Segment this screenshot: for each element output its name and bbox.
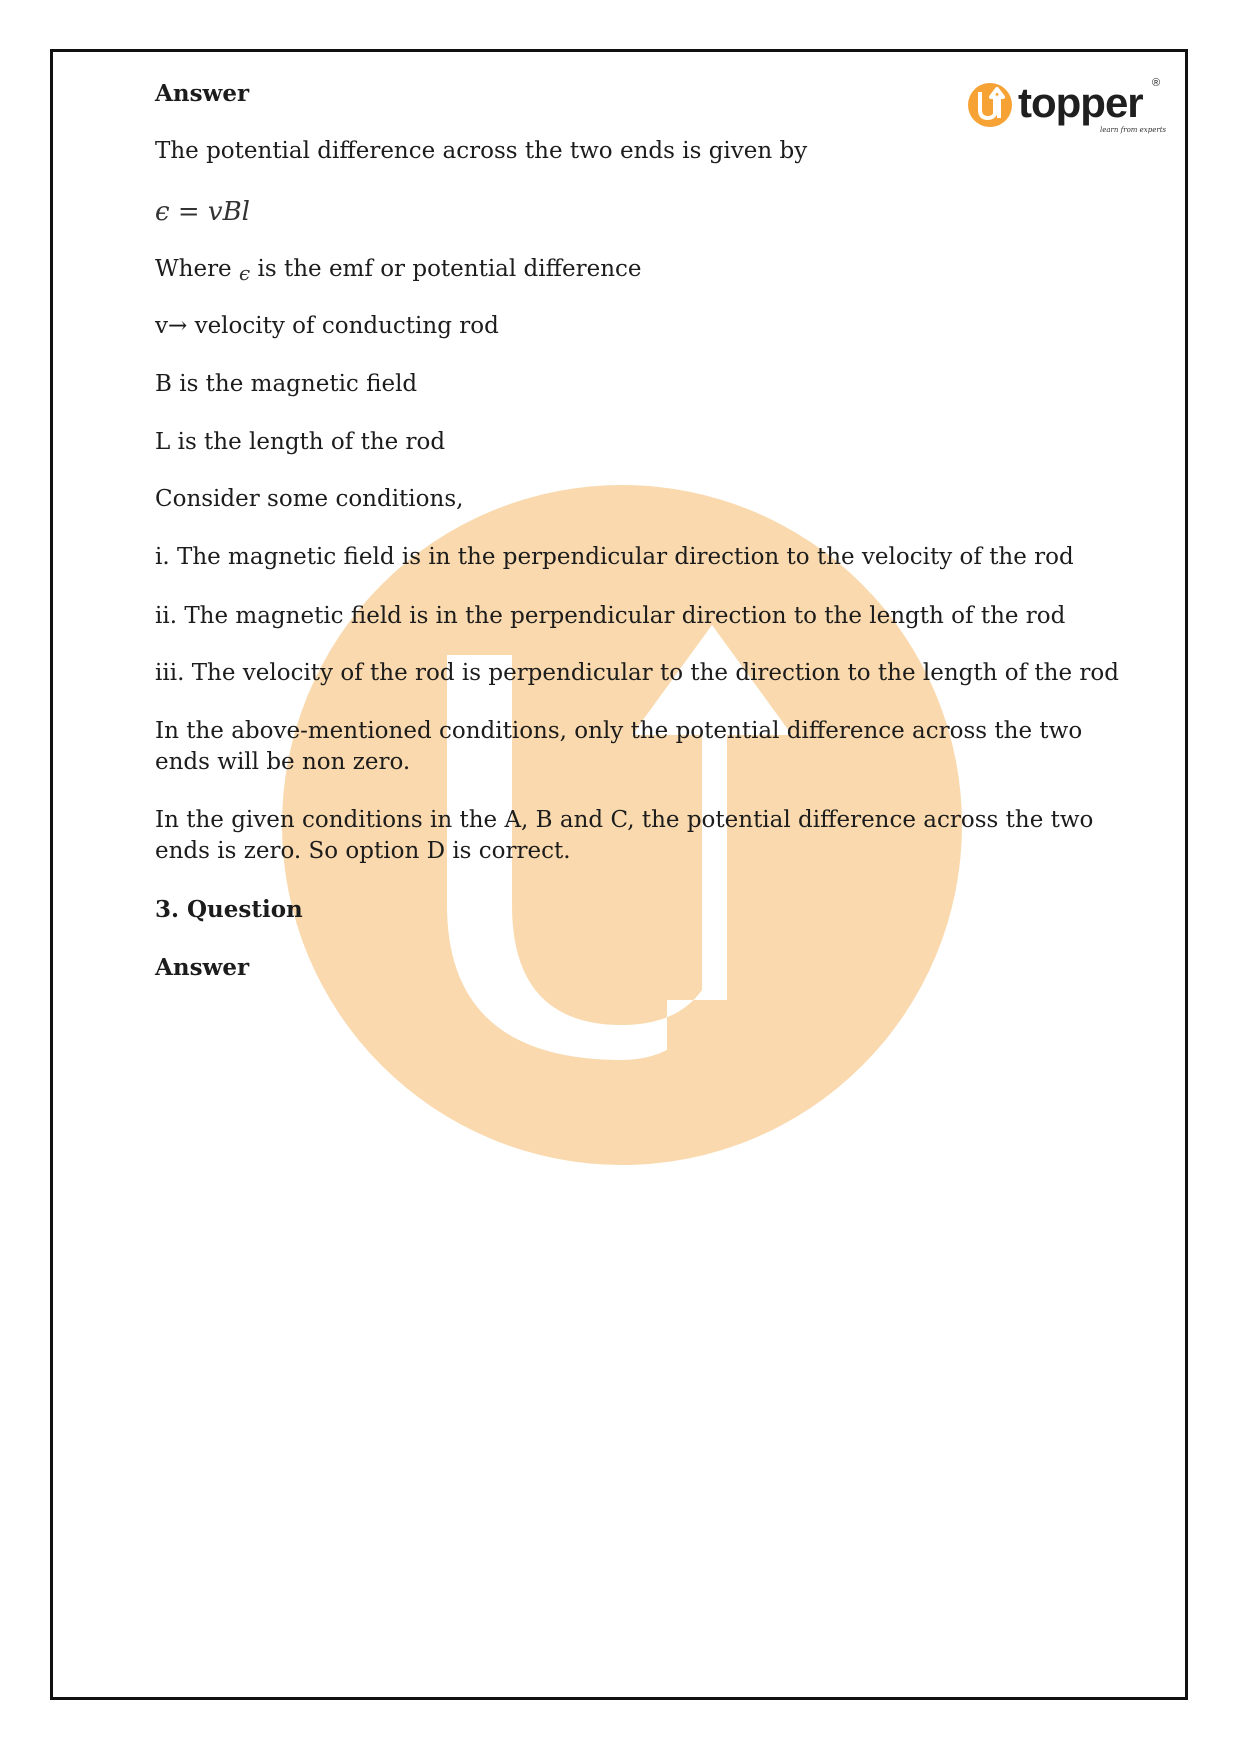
above-conditions-line-1: In the above-mentioned conditions, only the potential difference across the two (155, 718, 1083, 744)
logo-tagline: learn from experts (1100, 126, 1166, 134)
question-heading: 3. Question (155, 896, 303, 923)
emf-formula: ϵ = vBl (155, 197, 250, 227)
above-conditions-line-2: ends will be non zero. (155, 749, 411, 775)
logo-badge-icon (968, 83, 1012, 127)
given-conditions-line-2: ends is zero. So option D is correct. (155, 838, 571, 864)
length-definition: L is the length of the rod (155, 429, 446, 455)
where-suffix: is the emf or potential difference (257, 256, 642, 282)
answer-heading: Answer (155, 80, 250, 107)
logo-registered-mark: ® (1152, 77, 1161, 89)
given-conditions-line-1: In the given conditions in the A, B and C, the potential difference across the two (155, 807, 1094, 833)
consider-text: Consider some conditions, (155, 486, 464, 512)
velocity-definition: v→ velocity of conducting rod (155, 313, 499, 339)
magnetic-field-definition: B is the magnetic field (155, 371, 418, 397)
epsilon-symbol: ϵ (238, 261, 251, 285)
condition-1: i. The magnetic field is in the perpendicular direction to the velocity of the rod (155, 544, 1074, 570)
answer-heading-2: Answer (155, 954, 250, 981)
logo-brand-text: topper (1018, 79, 1143, 126)
where-prefix: Where (155, 256, 232, 282)
condition-3: iii. The velocity of the rod is perpendicular to the direction to the length of the rod (155, 660, 1119, 686)
condition-2: ii. The magnetic field is in the perpendicular direction to the length of the rod (155, 603, 1066, 629)
intro-text: The potential difference across the two ends is given by (155, 138, 808, 164)
topper-logo (966, 72, 1166, 142)
where-line (155, 254, 642, 285)
